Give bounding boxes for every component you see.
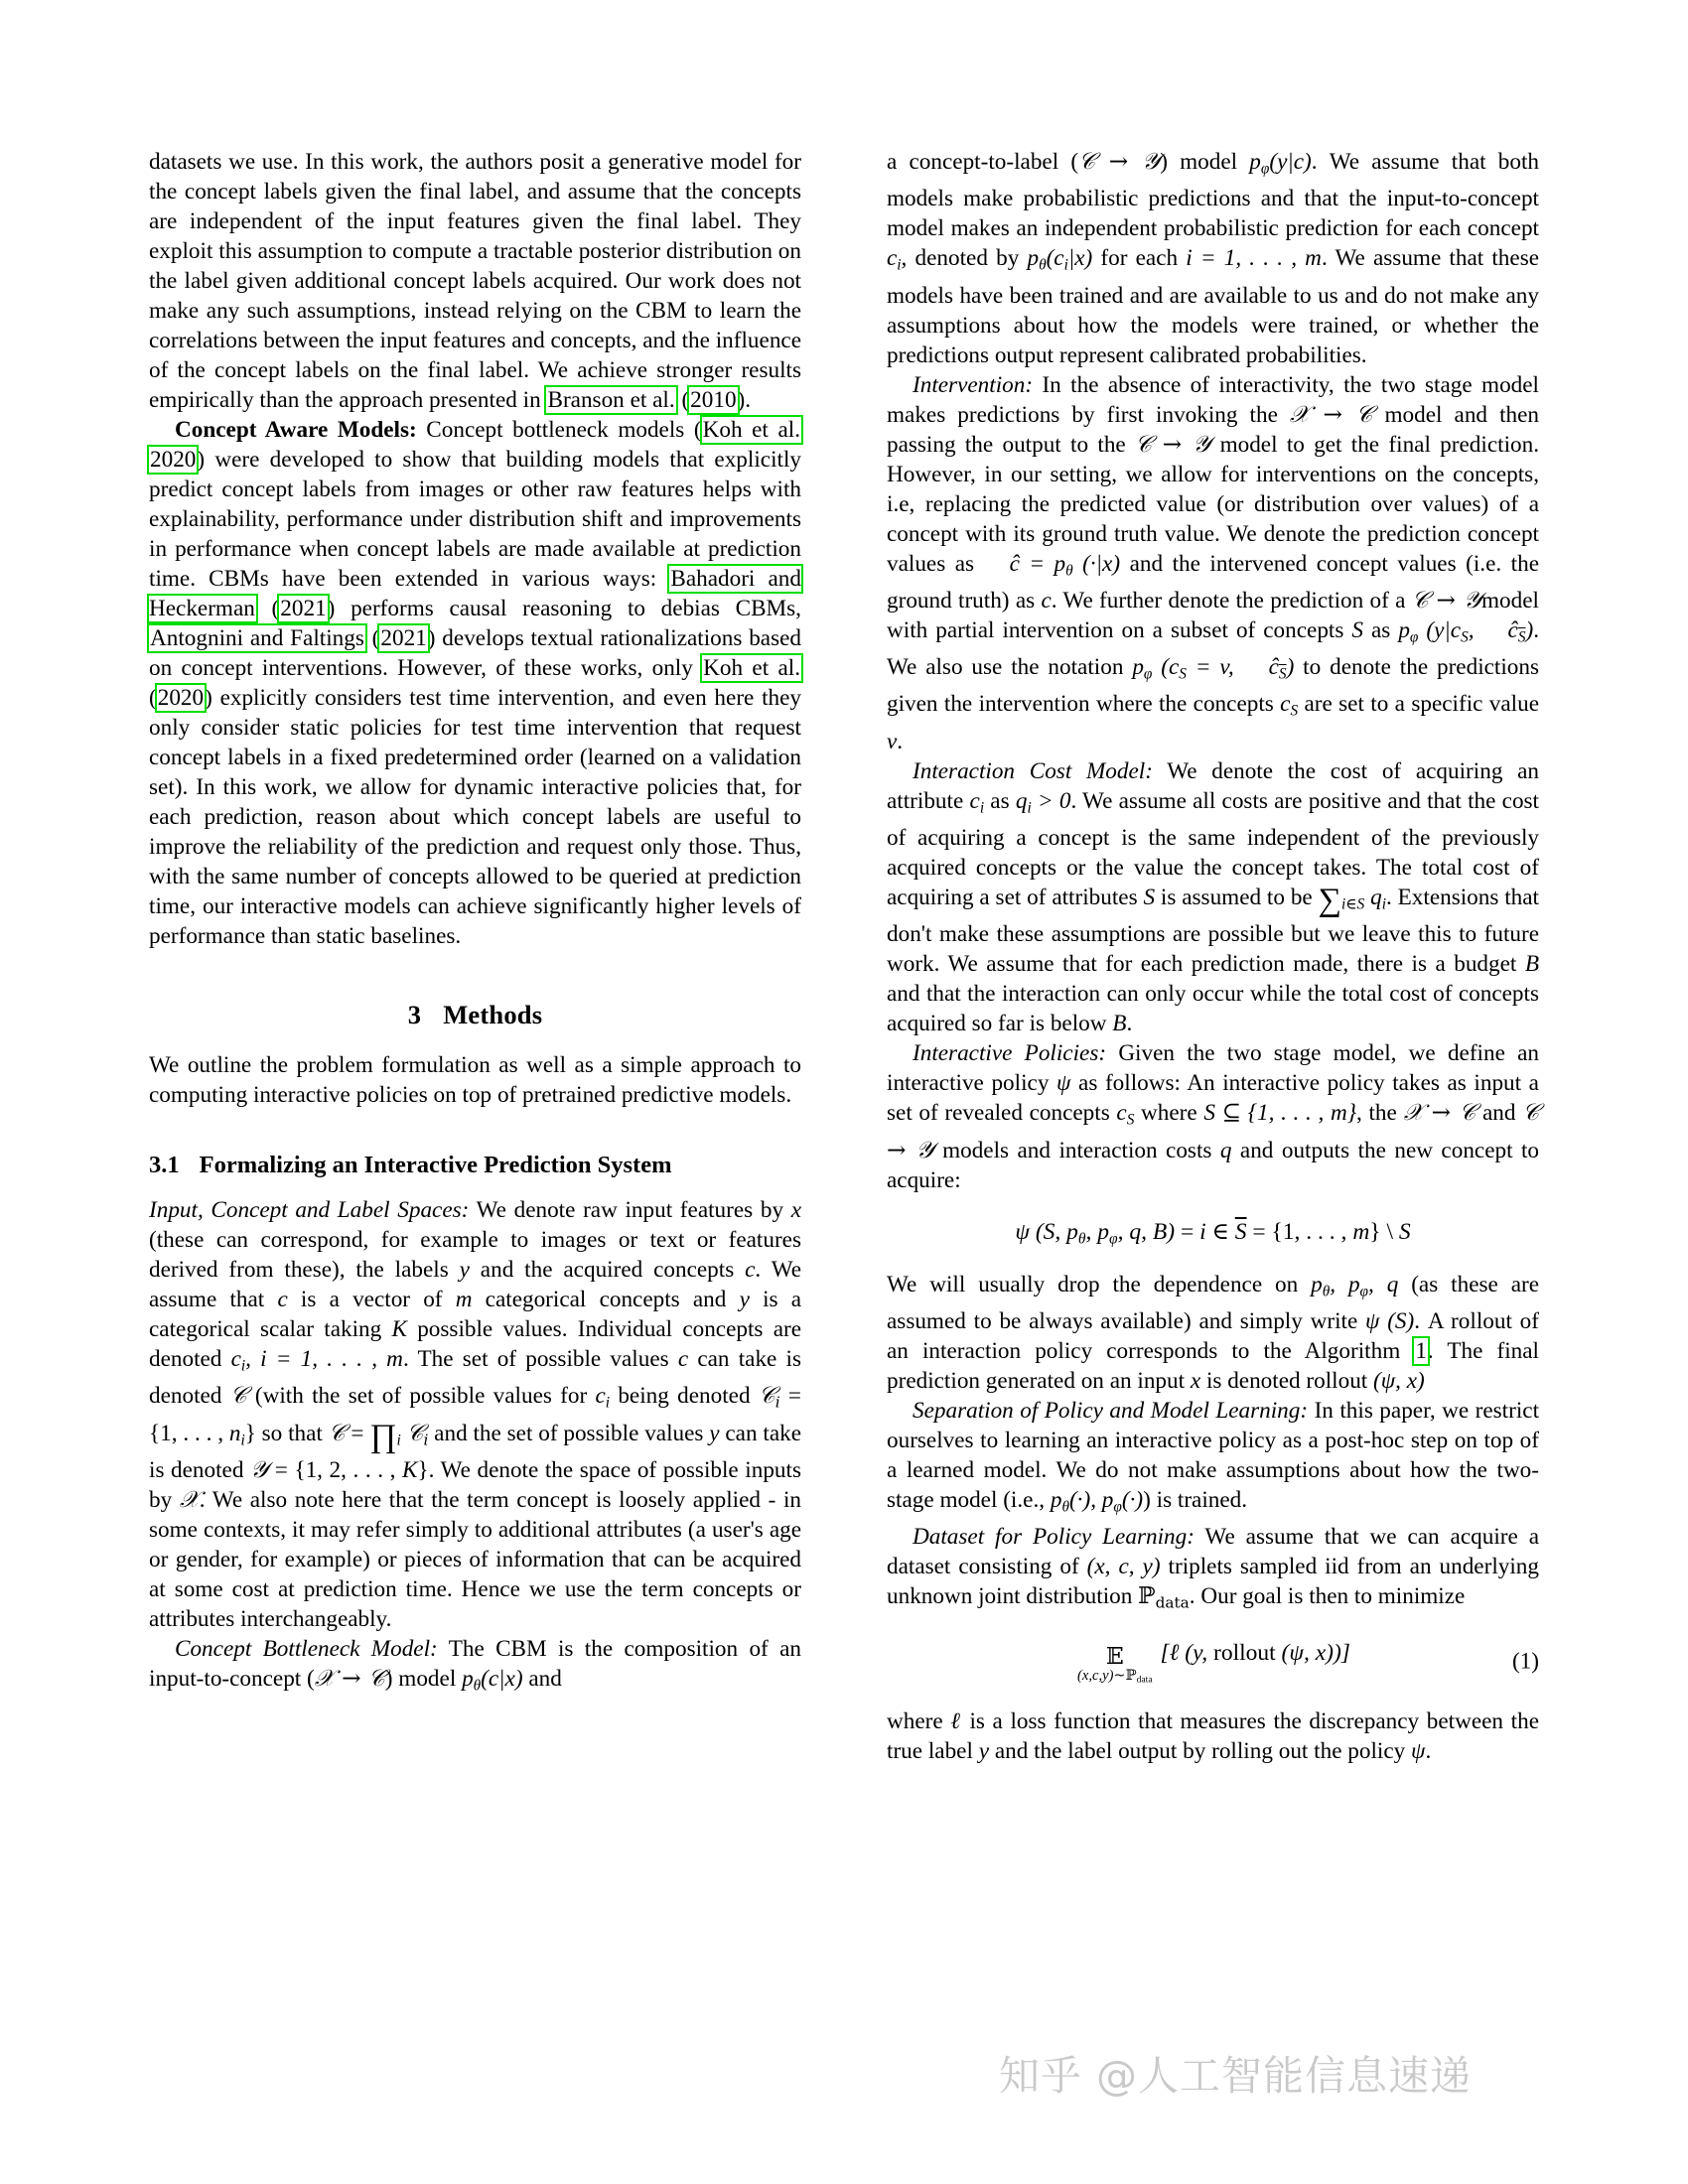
- section-intro-text: We outline the problem formulation as well as a simple approach to computing interactive policies on top of pretrained predictive models.: [149, 1052, 801, 1108]
- interv-i5: . We further denote the prediction of a: [1051, 587, 1412, 614]
- citation-branson-author[interactable]: Branson et al.: [547, 387, 675, 413]
- cost-k4: is assumed to be: [1155, 884, 1319, 910]
- spaces-s14: and the set of possible values: [428, 1420, 710, 1446]
- paragraph-dataset: [887, 1522, 1539, 1617]
- math-Y-values: = {1, 2, . . . , K}: [268, 1456, 429, 1483]
- interv-i3: model to get the final prediction. However, in our setting, we allow for interventions on the concepts, i.e, replacing the predicted value (or distribution over values) of a concept with its ground truth value. We denote the prediction concept values as: [887, 431, 1539, 577]
- cbmc-r3: . We assume that both models make probabilistic predictions and that the input-to-concept model makes an independent probabilistic prediction for each concept: [887, 149, 1539, 242]
- math-x-2: x: [1190, 1368, 1201, 1395]
- interv-i4: and the intervened concept values (i.e. the ground truth) as: [887, 550, 1539, 614]
- lead-in-separation: Separation of Policy and Model Learning:: [913, 1398, 1309, 1425]
- math-ci-index: $c_i$, i = 1, . . . , m: [230, 1346, 403, 1375]
- paragraph-separation: [887, 1396, 1539, 1522]
- math-B-2: B: [1112, 1011, 1127, 1037]
- aeq-a4: . The final prediction generated on an input: [887, 1338, 1539, 1395]
- pol-p1: Given the two stage model, we define an interactive policy: [887, 1040, 1539, 1097]
- wh-w2: is a loss function that measures the discrepancy between the true label: [887, 1707, 1539, 1764]
- concept-aware-t4: ) develops textual rationalizations based on concept interventions. However, of these works, only: [149, 625, 801, 681]
- paragraph-cost-model: [887, 756, 1539, 1039]
- cbm-c3: and: [522, 1665, 562, 1692]
- spaces-s10: can take is denoted: [149, 1346, 802, 1410]
- spaces-s13: so that: [255, 1420, 329, 1446]
- math-ell: ℓ: [950, 1707, 962, 1734]
- watermark: 知乎 @人工智能信息速递: [999, 2052, 1473, 2100]
- spaces-s7: is a categorical scalar taking: [149, 1287, 802, 1342]
- math-map-c-to-y-4: 𝒞 → 𝒴: [887, 1099, 1540, 1163]
- pol-p4: , the: [1356, 1100, 1404, 1127]
- math-c-3: c: [677, 1346, 689, 1372]
- interv-i1: In the absence of interactivity, the two stage model makes predictions by first invoking the: [887, 371, 1539, 428]
- cbmc-r5: for each: [1092, 245, 1187, 272]
- math-m: m: [455, 1287, 473, 1312]
- lead-in-interactive-policies: Interactive Policies:: [913, 1040, 1107, 1067]
- interv-i9: to denote the predictions given the intervention where the concepts: [887, 654, 1540, 718]
- math-B: B: [1524, 951, 1539, 978]
- para-continued-text: datasets we use. In this work, the authors posit a generative model for the concept labels given the final label, and assume that the concepts are independent of the input features given the final label. They exploit this assumption to compute a tractable posterior distribution on the label given additional concept labels acquired. Our work does not make any such assumptions, instead relying on the CBM to learn the correlations between the input features and concepts, and the influence of the concept labels on the final label. We achieve stronger results empirically than the approach presented in: [149, 149, 801, 413]
- paragraph-cbm-continued: [887, 147, 1539, 370]
- wh-w1: where: [887, 1707, 951, 1734]
- math-c-5: c: [1041, 587, 1052, 614]
- math-y-3: y: [709, 1420, 720, 1446]
- cost-k1: We denote the cost of acquiring an attribute: [887, 757, 1539, 814]
- cbmc-r2: ) model: [1160, 149, 1250, 175]
- cost-k2: as: [984, 787, 1016, 814]
- cbmc-r1: a concept-to-label (: [887, 149, 1079, 175]
- math-y: y: [459, 1257, 470, 1283]
- cbm-c1: The CBM is the composition of an input-to-concept (: [149, 1635, 801, 1692]
- math-pphi-partial: $p_\varphi$ ($y|c_S$, $ĉ_{\overline{S}}$): [1398, 616, 1534, 646]
- math-K: K: [391, 1316, 407, 1342]
- ds-d3: . Our goal is then to minimize: [1189, 1583, 1466, 1610]
- interv-i11: .: [897, 728, 904, 754]
- math-ci-4: $c_i$: [887, 245, 902, 274]
- section-heading-methods: [149, 1000, 801, 1030]
- math-y-4: y: [978, 1737, 990, 1764]
- spaces-s2: (these can correspond, for example to images or text or features derived from these), the labels: [149, 1227, 801, 1283]
- spaces-s5: is a vector of: [287, 1287, 456, 1312]
- cbmc-r4: , denoted by: [901, 245, 1028, 272]
- left-column: [149, 147, 801, 1766]
- algorithm-ref-link[interactable]: 1: [1415, 1338, 1427, 1365]
- math-ptheta-pphi-dot: $p_\theta(\cdot)$, $p_\varphi(\cdot)$: [1050, 1487, 1144, 1516]
- citation-koh-author-1[interactable]: Koh et al.: [702, 417, 800, 443]
- math-qi-gt-0: $q_i > 0$: [1015, 787, 1071, 816]
- spaces-s9: . The set of possible values: [402, 1346, 678, 1372]
- math-sum-qi: $\sum_{i\in S}$ $q_i$: [1318, 882, 1386, 918]
- sep-n1: In this paper, we restrict ourselves to learning an interactive policy as a post-hoc step on top of a learned model. We do not make assumptions about how the two-stage model (i.e.,: [887, 1398, 1540, 1514]
- pol-p2: as follows: An interactive policy takes as input a set of revealed concepts: [887, 1070, 1539, 1127]
- pol-p3: where: [1134, 1100, 1204, 1127]
- math-ptheta-ci-given-x: $p_\theta(c_i|x)$: [1027, 245, 1093, 274]
- math-psi-2: ψ: [1411, 1737, 1426, 1764]
- equation-policy-definition: [887, 1217, 1539, 1248]
- para-continued-tail: ).: [737, 387, 752, 413]
- cost-k7: .: [1126, 1011, 1133, 1037]
- math-S-subset: S ⊆ {1, . . . , m}: [1203, 1100, 1356, 1127]
- expectation-operator: [1077, 1642, 1153, 1686]
- math-i-eq-1-m: i = 1, . . . , m: [1186, 245, 1322, 272]
- interv-i6: model with partial intervention on a subset of concepts: [887, 587, 1539, 643]
- pol-p7: and outputs the new concept to acquire:: [887, 1137, 1540, 1193]
- math-ci: $c_i$: [595, 1383, 611, 1412]
- concept-aware-t1: Concept bottleneck models (: [416, 417, 702, 443]
- math-psi: ψ: [1056, 1070, 1071, 1097]
- spaces-s12: being denoted: [610, 1383, 759, 1410]
- lead-in-cbm: Concept Bottleneck Model:: [175, 1635, 438, 1662]
- math-pphi-y-given-c: $p_\varphi(y|c)$: [1249, 149, 1312, 178]
- citation-koh-author-2[interactable]: Koh et al.: [703, 655, 800, 681]
- cost-k5: . Extensions that don't make these assumptions are possible but we leave this to future work. We assume that for each prediction made, there is a budget: [887, 884, 1539, 978]
- citation-bahadori-author[interactable]: Bahadori and Heckerman: [149, 566, 801, 621]
- lead-in-cost-model: Interaction Cost Model:: [913, 757, 1153, 784]
- paragraph-interactive-policies: [887, 1038, 1539, 1194]
- aeq-a3: . A rollout of an interaction policy corresponds to the Algorithm: [887, 1308, 1539, 1365]
- math-prod-expr: = $\prod_i$ 𝒞$_i$: [345, 1418, 429, 1454]
- math-pphi-cs-v: $p_\varphi$ ($c_S = v$, $ĉ_{\overline{S}}$): [1132, 654, 1295, 683]
- paragraph-label-spaces: [149, 1195, 801, 1634]
- cbm-c2: ) model: [384, 1665, 463, 1692]
- math-xcy-triplet: (x, c, y): [1086, 1554, 1161, 1580]
- spaces-s3: and the acquired concepts: [469, 1257, 746, 1283]
- math-map-x-to-c: 𝒳 → 𝒞: [314, 1664, 385, 1692]
- subsection-number: 3.1: [149, 1152, 180, 1178]
- math-map-x-to-c-3: 𝒳 → 𝒞: [1403, 1099, 1477, 1127]
- math-set-ni: = {1, . . . , $n_i$}: [149, 1383, 802, 1448]
- math-cal-Ci-set: 𝒞$_i$: [758, 1382, 780, 1412]
- math-P-data: ℙdata: [1138, 1582, 1190, 1612]
- paragraph-intervention: [887, 370, 1539, 756]
- math-map-c-to-y: 𝒞 → 𝒴: [1078, 148, 1161, 175]
- spaces-s8: possible values. Individual concepts are denoted: [149, 1316, 801, 1372]
- lead-in-intervention: Intervention:: [913, 371, 1034, 398]
- spaces-s6: categorical concepts and: [472, 1287, 740, 1312]
- spaces-s11: (with the set of possible values for: [246, 1383, 596, 1410]
- interv-i7: as: [1362, 616, 1399, 643]
- wh-w4: .: [1425, 1737, 1432, 1764]
- spaces-s1: We denote raw input features by: [469, 1197, 791, 1223]
- subsection-heading-formalizing: [149, 1152, 801, 1179]
- math-ci-6: $c_i$: [969, 787, 985, 816]
- paragraph-cbm: [149, 1634, 801, 1701]
- spaces-s4: . We assume that: [149, 1257, 802, 1312]
- paragraph-concept-aware: Concept Aware Models: Concept bottleneck models (Koh et al. 2020) were developed to show that building models that explicitly predict concept labels from images or other raw features helps with explainability, performance under distribution shift and improvements in performance when concept labels are made available at prediction time. CBMs have been extended in various ways: Bahadori and Heckerman (2021) performs causal reasoning to debias CBMs, Antognini and Faltings (2021) develops textual rationalizations based on concept interventions. However, of these works, only Koh et al. (2020) explicitly considers test time intervention, and even here they only consider static policies for test time intervention that request concept labels in a fixed predetermined order (learned on a validation set). In this work, we allow for dynamic interactive policies that, for each prediction, reason about which concept labels are useful to improve the reliability of the prediction and request only those. Thus, with the same number of concepts allowed to be queried at prediction time, our interactive models can achieve significantly higher levels of performance than static baselines.: [149, 417, 801, 949]
- aeq-a1: We will usually drop the dependence on: [887, 1271, 1312, 1297]
- pol-p6: models and interaction costs: [933, 1137, 1220, 1163]
- equation-1-body: [ℓ (y, rollout (ψ, x))]: [1160, 1639, 1350, 1666]
- expectation-subscript: (x,c,y)∼ℙdata: [1077, 1666, 1153, 1686]
- math-S-2: S: [1143, 884, 1156, 910]
- equation-1-number: (1): [1511, 1648, 1539, 1675]
- math-chat-eq: ĉ = $p_\theta$ (·|x): [1009, 550, 1121, 579]
- citation-antognini-author[interactable]: Antognini and Faltings: [150, 625, 364, 651]
- wh-w3: and the label output by rolling out the policy: [989, 1737, 1412, 1764]
- math-psi-S: ψ (S): [1365, 1308, 1415, 1335]
- pol-p5: and: [1476, 1100, 1523, 1127]
- spaces-s15: can take is denoted: [149, 1420, 802, 1483]
- math-q: q: [1219, 1137, 1232, 1163]
- interv-i8: . We also use the notation: [887, 616, 1539, 681]
- paragraph-where-loss: [887, 1706, 1539, 1766]
- equation-policy-body: ψ (S, $p_\theta$, $p_\varphi$, q, B) = i ∈ $\overline{S} = \{1$, . . . , m} \ S: [1015, 1218, 1411, 1247]
- citation-koh-year-1[interactable]: 2020: [150, 447, 197, 473]
- paragraph-section-intro: [149, 1050, 801, 1110]
- math-cS-2: $c_S$: [1116, 1100, 1135, 1129]
- math-map-c-to-y-2: 𝒞 → 𝒴: [1135, 430, 1211, 458]
- concept-aware-t5: ) explicitly considers test time intervention, and even here they only consider static policies for test time intervention that request concept labels in a fixed predetermined order (learned on a validation set). In this work, we allow for dynamic interactive policies that, for each prediction, reason about which concept labels are useful to improve the reliability of the prediction and request only those. Thus, with the same number of concepts allowed to be queried at prediction time, our interactive models can achieve significantly higher levels of performance than static baselines.: [149, 685, 801, 949]
- lead-in-label-spaces: Input, Concept and Label Spaces:: [149, 1197, 470, 1223]
- aeq-a5: is denoted rollout: [1200, 1368, 1374, 1395]
- math-map-x-to-c-2: 𝒳 → 𝒞: [1289, 400, 1373, 428]
- citation-koh-year-2[interactable]: 2020: [157, 685, 205, 711]
- aeq-a2: (as these are assumed to be always available) and simply write: [887, 1271, 1540, 1335]
- math-cal-X: 𝒳: [179, 1485, 200, 1513]
- math-cal-C-prod: 𝒞: [328, 1419, 346, 1446]
- lead-in-dataset: Dataset for Policy Learning:: [913, 1524, 1195, 1551]
- concept-aware-t2: ) were developed to show that building models that explicitly predict concept labels from images or other raw features helps with explainability, performance under distribution shift and improvements in performance when concept labels are made available at prediction time. CBMs have been extended in various ways:: [149, 447, 801, 592]
- section-number: 3: [407, 1000, 422, 1029]
- right-column: [887, 147, 1539, 1766]
- math-x: x: [790, 1197, 801, 1223]
- math-cal-C: 𝒞: [229, 1382, 247, 1410]
- math-ptheta-c-given-x: $p_\theta(c|x)$: [462, 1665, 523, 1695]
- math-map-c-to-y-3: 𝒞 → 𝒴: [1411, 586, 1482, 614]
- equation-1-objective: [887, 1640, 1539, 1685]
- math-psi-x-tuple: (ψ, x): [1373, 1368, 1425, 1395]
- ds-d2: triplets sampled iid from an underlying unknown joint distribution: [887, 1554, 1539, 1610]
- math-y-2: y: [739, 1287, 750, 1312]
- cbmc-r6: . We assume that these models have been trained and are available to us and do not make any assumptions about how the models were trained, or whether the predictions output represent calibrated probabilities.: [887, 245, 1540, 368]
- spaces-s16: . We denote the space of possible inputs by: [149, 1456, 801, 1513]
- math-ptheta-pphi-q: $p_\theta$, $p_\varphi$, q: [1311, 1271, 1399, 1300]
- spaces-s17: . We also note here that the term concept is loosely applied - in some contexts, it may refer simply to additional attributes (a user's age or gender, for example) or pieces of information that can be acquired at some cost at prediction time. Hence we use the term concepts or attributes interchangeably.: [149, 1486, 802, 1632]
- math-c: c: [745, 1257, 756, 1283]
- math-v: v: [887, 728, 898, 754]
- math-S: S: [1351, 616, 1363, 643]
- paragraph-after-equation: [887, 1270, 1539, 1396]
- interv-i10: are set to a specific value: [1298, 691, 1540, 718]
- citation-bahadori-year[interactable]: 2021: [280, 596, 327, 621]
- two-column-body: [149, 147, 1539, 1766]
- cost-k6: and that the interaction can only occur while the total cost of concepts acquired so far is below: [887, 981, 1539, 1037]
- concept-aware-t3: ) performs causal reasoning to debias CBMs,: [327, 596, 801, 621]
- ds-d1: We assume that we can acquire a dataset consisting of: [887, 1524, 1539, 1580]
- cost-k3: . We assume all costs are positive and that the cost of acquiring a concept is the same independent of the previously acquired concepts or the value the concept takes. The total cost of acquiring a set of attributes: [887, 787, 1539, 910]
- lead-in-concept-aware: Concept Aware Models:: [175, 417, 417, 443]
- math-cS: $c_S$: [1280, 691, 1299, 720]
- math-c-2: c: [277, 1287, 288, 1312]
- section-title: Methods: [443, 1000, 543, 1029]
- interv-i2: model and then passing the output to the: [887, 401, 1539, 458]
- paragraph-continued: datasets we use. In this work, the authors posit a generative model for the concept labels given the final label, and assume that the concepts are independent of the input features given the final label. They exploit this assumption to compute a tractable posterior distribution on the label given additional concept labels acquired. Our work does not make any such assumptions, instead relying on the CBM to learn the correlations between the input features and concepts, and the influence of the concept labels on the final label. We achieve stronger results empirically than the approach presented in Branson et al. (2010).: [149, 149, 801, 413]
- citation-branson-year[interactable]: 2010: [690, 387, 737, 413]
- citation-antognini-year[interactable]: 2021: [380, 625, 427, 651]
- subsection-title: Formalizing an Interactive Prediction System: [199, 1152, 672, 1178]
- math-cal-Y-set: 𝒴: [250, 1455, 269, 1483]
- sep-n2: ) is trained.: [1143, 1487, 1248, 1514]
- expectation-symbol: 𝔼: [1105, 1642, 1124, 1671]
